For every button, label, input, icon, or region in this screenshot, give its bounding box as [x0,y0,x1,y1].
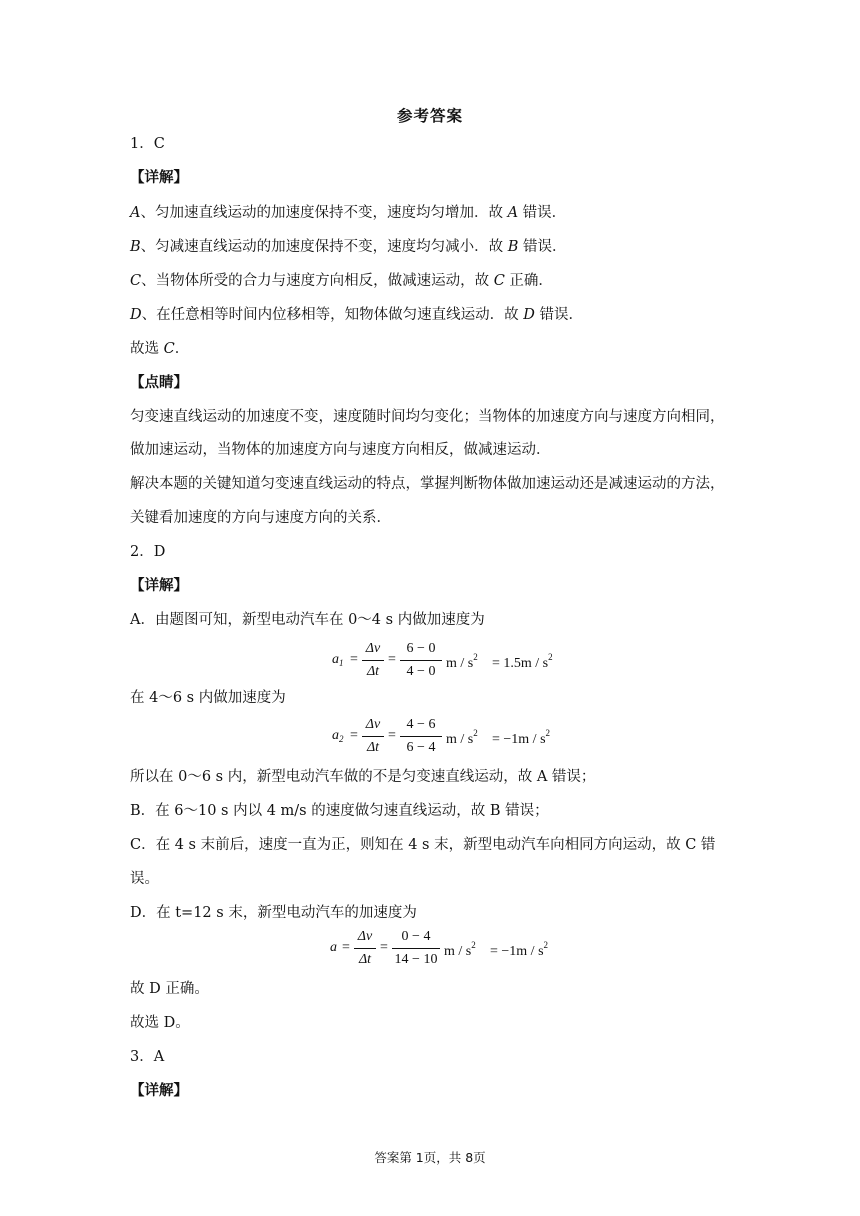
q1-choose [130,339,189,359]
q2-line-a: A．由题图可知，新型电动汽车在 0～4 s 内做加速度为 [130,612,485,628]
q1-choose-letter: C [163,341,175,357]
q1-a-letter: A [130,205,141,221]
eq3-frac2 [392,928,440,969]
q1-d-letter2: D [523,307,535,323]
q2-answer: 2．D [130,544,166,560]
q1-c-end: 正确． [504,273,553,289]
q1-comment-line: 匀变速直线运动的加速度不变，速度随时间均匀变化；当物体的加速度方向与速度方向相同， [130,409,725,425]
eq1-lhs-var: a [332,652,339,667]
eq2-equals: = [350,728,358,743]
eq1-frac2 [400,640,442,681]
eq1-result-sup: 2 [548,652,553,662]
eq2-result [492,728,550,748]
eq2-lhs-var: a [332,728,339,743]
q1-detail-heading: 【详解】 [130,170,188,186]
q1-b-text: 、匀减速直线运动的加速度保持不变，速度均匀减小．故 [140,239,508,255]
eq1-unit-text: m / s [446,656,474,671]
eq2-lhs [332,728,344,744]
eq2-equals2: = [388,728,396,743]
eq3-unit-text: m / s [444,944,472,959]
equation-a1 [332,640,572,684]
q3-answer: 3．A [130,1049,165,1065]
eq2-frac1-num: Δv [365,717,381,732]
q1-option-d [130,305,583,325]
page-footer: 答案第 1页，共 8页 [374,1150,486,1165]
q1-option-c [130,271,553,291]
q1-c-letter2: C [493,273,505,289]
eq1-frac2-num: 6 − 0 [406,641,436,656]
eq2-unit [446,728,478,748]
q2-line-c2: 误。 [130,871,159,887]
q1-a-letter2: A [507,205,519,221]
q1-d-end: 错误． [534,307,583,323]
eq2-unit-sup: 2 [473,728,478,738]
eq3-frac1-num: Δv [357,929,373,944]
eq1-result-text: = 1.5m / s [492,656,549,671]
eq1-equals: = [350,652,358,667]
eq1-result [492,652,553,672]
eq2-frac1 [362,716,384,757]
q1-a-text: 、匀加速直线运动的加速度保持不变，速度均匀增加．故 [140,205,508,221]
q1-option-b [130,237,567,257]
eq3-result [490,940,548,960]
q2-line-d: D．在 t=12 s 末，新型电动汽车的加速度为 [130,905,417,921]
eq2-frac2 [400,716,442,757]
eq3-unit-sup: 2 [471,940,476,950]
q1-d-text: 、在任意相等时间内位移相等，知物体做匀速直线运动．故 [141,307,524,323]
eq3-frac1 [354,928,376,969]
equation-a2 [332,716,572,760]
q1-option-a [130,203,566,223]
eq3-result-sup: 2 [543,940,549,950]
q1-choose-text: 故选 [130,341,164,357]
q2-detail-heading: 【详解】 [130,578,188,594]
eq3-lhs: a [330,940,337,955]
eq2-lhs-sub: 2 [339,734,344,744]
q2-d-correct: 故 D 正确。 [130,981,209,997]
q1-d-letter: D [130,307,142,323]
q1-choose-end: ． [174,341,190,357]
eq2-frac1-den: Δt [366,740,380,755]
eq2-frac2-den: 6 − 4 [406,740,436,755]
eq1-lhs [332,652,344,668]
eq3-frac2-den: 14 − 10 [394,952,438,967]
q1-c-letter: C [130,273,142,289]
q1-comment-line: 解决本题的关键知道匀变速直线运动的特点，掌握判断物体做加速运动还是减速运动的方法， [130,476,725,492]
eq3-equals2: = [380,940,388,955]
eq1-frac1-num: Δv [365,641,381,656]
eq1-lhs-sub: 1 [339,658,344,668]
eq1-frac1-den: Δt [366,664,380,679]
q3-detail-heading: 【详解】 [130,1083,188,1099]
eq2-unit-text: m / s [446,732,474,747]
q2-line-mid: 在 4～6 s 内做加速度为 [130,690,286,706]
q1-b-end: 错误． [518,239,567,255]
page-title: 参考答案 [396,107,463,125]
eq3-unit [444,940,476,960]
eq3-result-text: = −1m / s [490,944,544,959]
equation-a [330,928,570,972]
q1-c-text: 、当物体所受的合力与速度方向相反，做减速运动，故 [141,273,494,289]
eq2-frac2-num: 4 − 6 [406,717,436,732]
eq1-frac1 [362,640,384,681]
q1-comment-line: 关键看加速度的方向与速度方向的关系． [130,510,391,526]
q2-choose: 故选 D。 [130,1015,190,1031]
q2-line-a-conclusion: 所以在 0～6 s 内，新型电动汽车做的不是匀变速直线运动，故 A 错误； [130,769,596,785]
q1-answer: 1．C [130,136,165,152]
eq1-equals2: = [388,652,396,667]
q1-b-letter: B [130,239,141,255]
eq1-unit-sup: 2 [473,652,478,662]
eq1-frac2-den: 4 − 0 [406,664,436,679]
eq3-frac1-den: Δt [358,952,372,967]
q1-comment-heading: 【点睛】 [130,375,188,391]
q2-line-c1: C．在 4 s 末前后，速度一直为正，则知在 4 s 末，新型电动汽车向相同方向运动，故 C 错 [130,837,716,853]
q1-b-letter2: B [507,239,519,255]
q2-line-b: B．在 6～10 s 内以 4 m/s 的速度做匀速直线运动，故 B 错误； [130,803,549,819]
q1-comment-line: 做加速运动，当物体的加速度方向与速度方向相反，做减速运动． [130,442,551,458]
eq1-unit [446,652,478,672]
eq3-equals: = [342,940,350,955]
eq2-result-sup: 2 [545,728,551,738]
eq2-result-text: = −1m / s [492,732,546,747]
eq3-frac2-num: 0 − 4 [401,929,431,944]
q1-a-end: 错误． [518,205,567,221]
